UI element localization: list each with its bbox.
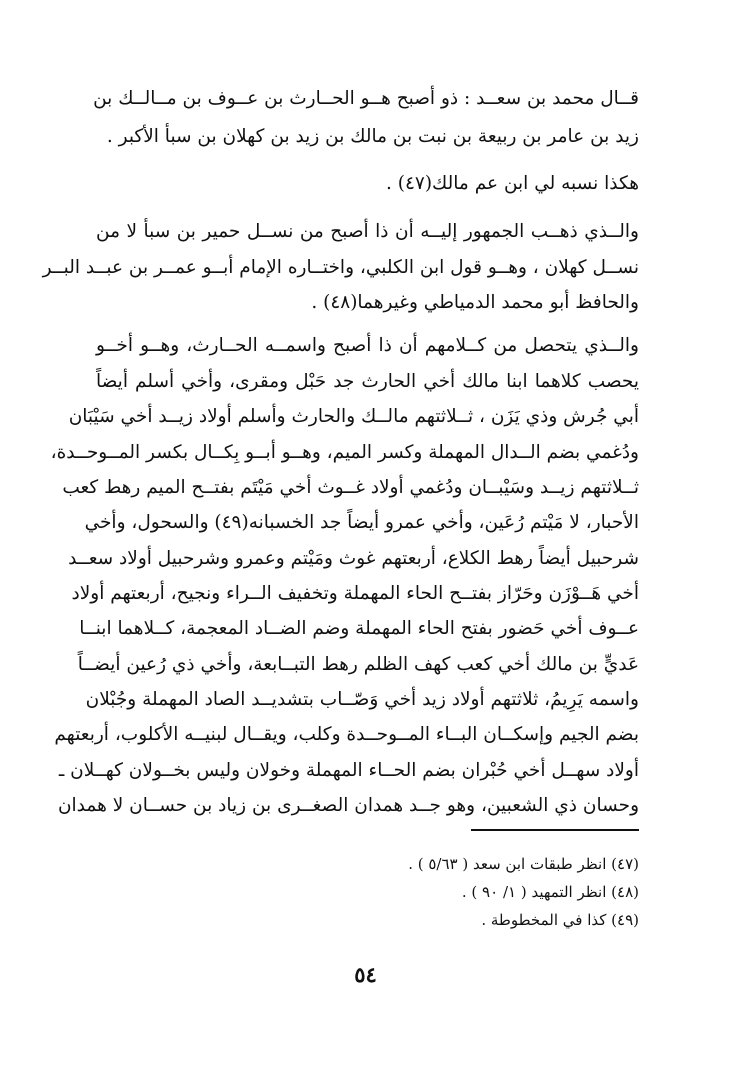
- footnote: (٤٨) انظر التمهيد ( ١/ ٩٠ ) .: [461, 883, 639, 901]
- body-line: عَديٍّ بن مالك أخي كعب كهف الظلم رهط التبــابعة، وأخي ذي رُعين أيضــاً: [77, 654, 639, 675]
- body-line: بضم الجيم وإسكــان البــاء المــوحــدة وكلب، ويقــال لبنيــه الأكلوب، أربعتهم: [54, 724, 639, 745]
- body-line: زيد بن عامر بن ربيعة بن نبت بن مالك بن زيد بن كهلان بن سبأ الأكبر .: [106, 126, 639, 147]
- footnote: (٤٧) انظر طبقات ابن سعد ( ٥/٦٣ ) .: [408, 855, 639, 873]
- body-line: عــوف أخي حَضور بفتح الحاء المهملة وضم الضــاد المعجمة، كــلاهما ابنــا: [79, 618, 639, 639]
- body-line: أبي جُرش وذي يَزَن ، ثــلاثتهم مالــك والحارث وأسلم أولاد زيــد أخي سَيْبَان: [68, 406, 639, 427]
- footnote: (٤٩) كذا في المخطوطة .: [481, 911, 639, 929]
- body-line: واسمه يَرِيمُ، ثلاثتهم أولاد زيد أخي وَصّــاب بتشديــد الصاد المهملة وجُبْلان: [85, 689, 639, 710]
- body-line: قــال محمد بن سعــد : ذو أصبح هــو الحــارث بن عــوف بن مــالــك بن: [93, 88, 639, 109]
- body-line: والحافظ أبو محمد الدمياطي وغيرهما(٤٨) .: [311, 292, 639, 313]
- body-line: أولاد سهــل أخي حُبْران بضم الحــاء المهملة وخولان وليس بخــولان كهــلان ـ: [58, 760, 639, 781]
- footnote-divider: [471, 829, 639, 831]
- body-line: هكذا نسبه لي ابن عم مالك(٤٧) .: [385, 173, 639, 194]
- body-line: وحسان ذي الشعبين، وهو جــد همدان الصغــرى بن زياد بن حســان لا همدان: [57, 795, 639, 816]
- body-line: ودُغمي بضم الــدال المهملة وكسر الميم، وهــو أبــو بِكــال بكسر المــوحــدة،: [50, 442, 639, 463]
- body-line: شرحبيل أيضاً رهط الكلاع، أربعتهم غوث ومَيْتم وعمرو وشرحبيل أولاد سعــد: [68, 548, 639, 569]
- body-line: نســل كهلان ، وهــو قول ابن الكلبي، واختــاره الإمام أبــو عمــر بن عبــد البــر: [42, 257, 639, 278]
- body-line: والــذي يتحصل من كــلامهم أن ذا أصبح واسمــه الحــارث، وهــو أخــو: [96, 335, 639, 356]
- body-line: الأحبار، لا مَيْتم رُعَين، وأخي عمرو أيضاً جد الخسبانه(٤٩) والسحول، وأخي: [84, 512, 639, 533]
- body-line: أخي هَــوْزَن وحَرّاز بفتــح الحاء المهملة وتخفيف الــراء ونجيح، أربعتهم أولاد: [71, 583, 639, 604]
- body-line: يحصب كلاهما ابنا مالك أخي الحارث جد حَبْل ومقرى، وأخي أسلم أيضاً: [96, 371, 639, 392]
- page-number: ٥٤: [354, 962, 377, 987]
- body-line: والــذي ذهــب الجمهور إليــه أن ذا أصبح من نســل حمير بن سبأ لا من: [96, 221, 639, 242]
- body-line: ثــلاثتهم زيــد وسَيْبــان ودُغمي أولاد غــوث أخي مَيْتَم بفتــح الميم رهط كعب: [62, 477, 639, 498]
